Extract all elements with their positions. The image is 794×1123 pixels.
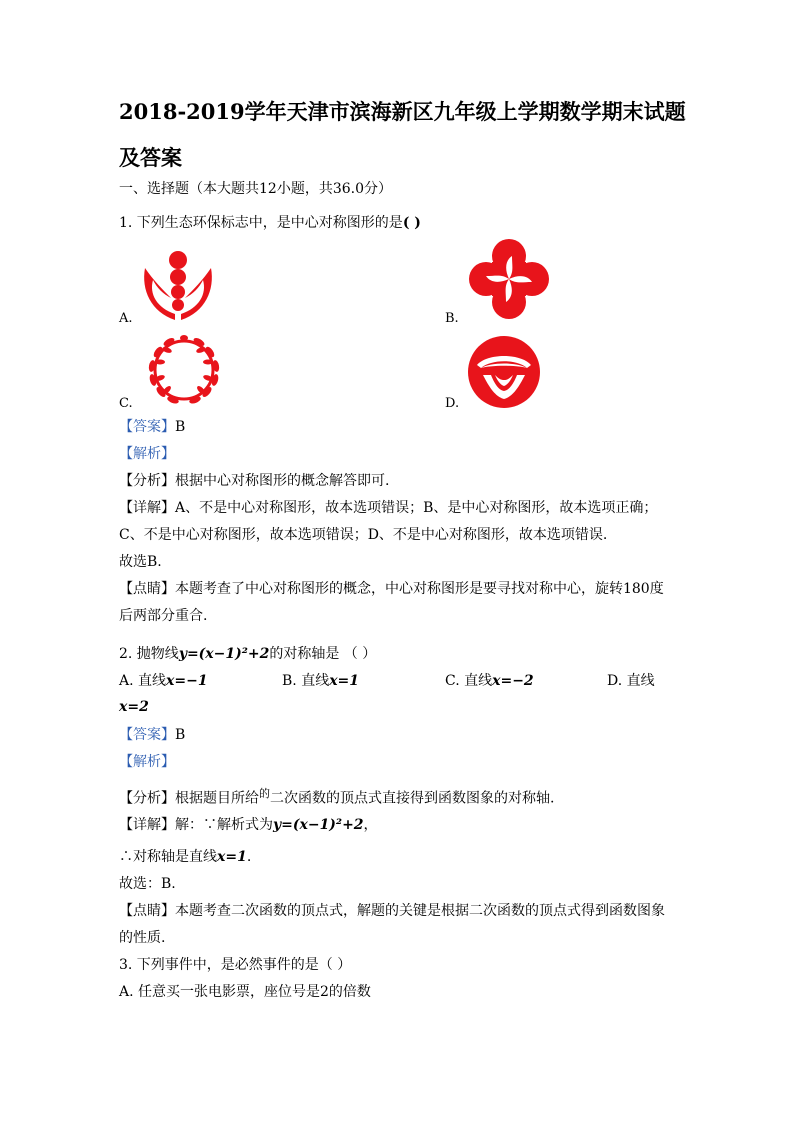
q2-conclusion-post: . bbox=[246, 849, 252, 865]
q2-fenxi-pre: 【分析】根据题目所给 bbox=[119, 790, 259, 807]
q2-option-b-value: x=1 bbox=[329, 673, 360, 689]
q1-dianjing-line2: 后两部分重合. bbox=[119, 608, 208, 624]
q2-option-a-text: A. 直线 bbox=[119, 673, 167, 689]
q2-dianjing-line2: 的性质. bbox=[119, 930, 166, 946]
q1-paren: ( ) bbox=[402, 215, 421, 231]
q2-option-a bbox=[119, 672, 208, 690]
section-heading: 一、选择题（本大题共12小题，共36.0分） bbox=[119, 181, 392, 197]
q2-xiangjie-pre: 【详解】解：∵解析式为 bbox=[119, 817, 273, 833]
q2-answer bbox=[119, 726, 185, 744]
q1-xiangjie-line2: C、不是中心对称图形，故本选项错误；D、不是中心对称图形，故本选项错误. bbox=[119, 527, 608, 543]
q2-option-d-text: D. 直线 bbox=[607, 673, 655, 689]
q2-formula: y=(x−1)²+2 bbox=[178, 646, 270, 662]
q2-option-c bbox=[445, 672, 534, 690]
q2-fenxi bbox=[119, 785, 554, 808]
q2-option-c-text: C. 直线 bbox=[445, 673, 493, 689]
q1-fenxi: 【分析】根据中心对称图形的概念解答即可. bbox=[119, 473, 390, 489]
q2-conclusion bbox=[119, 848, 251, 866]
q2-conclusion-pre: ∴对称轴是直线 bbox=[119, 849, 217, 865]
q1-stem bbox=[119, 214, 421, 232]
q2-option-c-value: x=−2 bbox=[492, 673, 534, 689]
document-title-line2: 及答案 bbox=[119, 145, 182, 170]
document-title-line1: 2018-2019学年天津市滨海新区九年级上学期数学期末试题 bbox=[119, 99, 686, 124]
q2-option-b-text: B. 直线 bbox=[282, 673, 330, 689]
q2-conclusion-formula: x=1 bbox=[217, 849, 247, 865]
q2-answer-value: B bbox=[175, 727, 186, 743]
q2-option-d-value: x=2 bbox=[119, 699, 149, 715]
q1-option-c-label: C. bbox=[119, 396, 133, 411]
q2-xiangjie-post: ， bbox=[363, 817, 378, 833]
q2-option-d-wrap bbox=[119, 698, 149, 716]
q1-dianjing-line1: 【点睛】本题考查了中心对称图形的概念，中心对称图形是要寻找对称中心，旋转180度 bbox=[119, 581, 664, 597]
q1-option-d-label: D. bbox=[445, 396, 460, 411]
q3-stem: 3. 下列事件中，是必然事件的是（ ） bbox=[119, 957, 352, 973]
q1-option-a-lotus-logo bbox=[141, 250, 215, 324]
q2-option-a-value: x=−1 bbox=[166, 673, 208, 689]
q1-xiangjie-line1: 【详解】A、不是中心对称图形，故本选项错误；B、是中心对称图形，故本选项正确； bbox=[119, 500, 658, 516]
q1-option-b-clover-logo bbox=[468, 238, 550, 320]
q2-choice: 故选：B. bbox=[119, 876, 176, 892]
q2-xiangjie bbox=[119, 816, 378, 834]
q2-stem-pre: 2. 抛物线 bbox=[119, 646, 179, 662]
q1-answer-tag: 【答案】 bbox=[119, 419, 175, 435]
q1-answer-value: B bbox=[175, 419, 186, 435]
q2-option-d bbox=[607, 672, 655, 690]
q1-stem-text: 1. 下列生态环保标志中，是中心对称图形的是 bbox=[119, 215, 403, 231]
q2-fenxi-de: 的 bbox=[259, 787, 270, 800]
q1-answer bbox=[119, 418, 185, 436]
q2-fenxi-post: 二次函数的顶点式直接得到函数图象的对称轴. bbox=[270, 790, 555, 807]
q1-choice: 故选B. bbox=[119, 554, 162, 570]
q1-option-b-label: B. bbox=[445, 311, 459, 326]
q2-stem bbox=[119, 645, 376, 663]
q2-dianjing-line1: 【点睛】本题考查二次函数的顶点式，解题的关键是根据二次函数的顶点式得到函数图象 bbox=[119, 903, 665, 919]
q1-option-a-label: A. bbox=[119, 311, 133, 326]
q1-option-d-circle-v-logo bbox=[467, 335, 541, 409]
q1-analysis-tag: 【解析】 bbox=[119, 446, 175, 462]
q2-answer-tag: 【答案】 bbox=[119, 727, 175, 743]
q2-option-b bbox=[282, 672, 359, 690]
q2-stem-post: 的对称轴是 （ ） bbox=[269, 646, 377, 662]
q2-xiangjie-formula: y=(x−1)²+2 bbox=[273, 817, 364, 833]
q3-option-a: A. 任意买一张电影票，座位号是2的倍数 bbox=[119, 984, 371, 1000]
q1-option-c-wreath-logo bbox=[145, 334, 223, 406]
q2-analysis-tag: 【解析】 bbox=[119, 754, 175, 770]
